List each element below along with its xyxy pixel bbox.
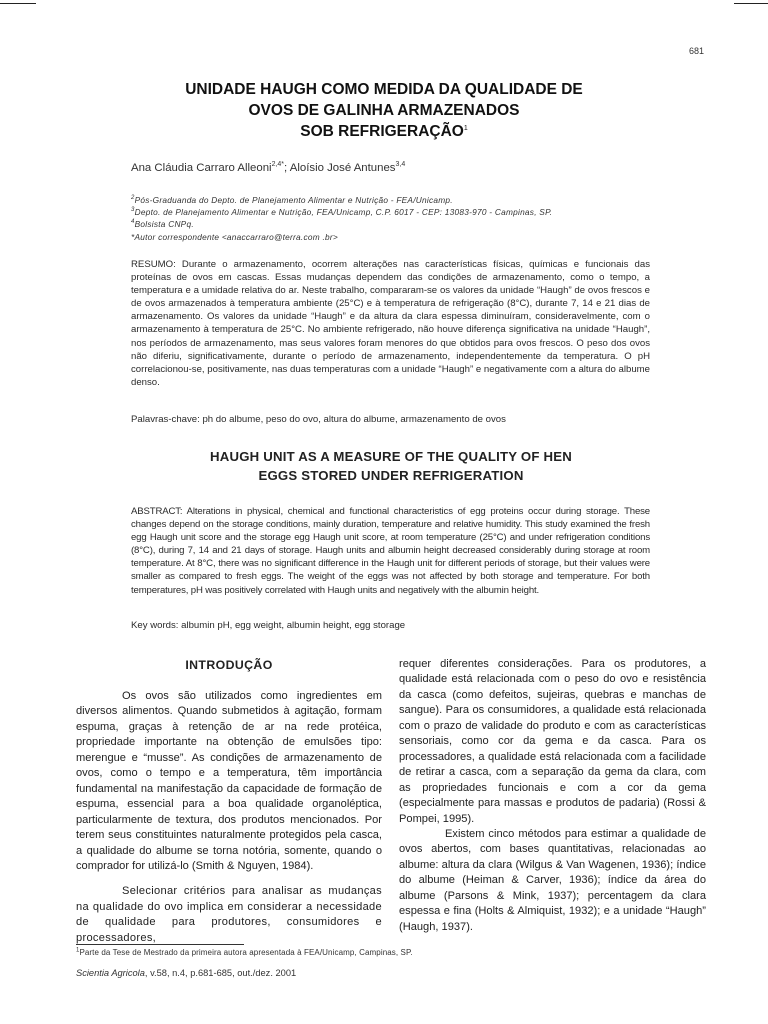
affiliation — [131, 194, 552, 206]
affiliations — [131, 194, 552, 243]
page-number: 681 — [689, 46, 705, 56]
article-title — [128, 79, 640, 142]
affiliation-text: *Autor correspondente <anaccarraro@terra.com .br> — [131, 231, 338, 242]
body-paragraph: Existem cinco métodos para estimar a qualidade de ovos abertos, com bases quantitativas, relacionadas ao albume: altura da clara (Wilgus & Van Wagenen, 1936); índice do albume (Heiman & Carver, 1936); índice da área do albume (Parsons & Mink, 1937); percentagem da clara espessa e fina (Holts & Almiquist, 1932); e a unidade “Haugh” (Haugh, 1937). — [399, 827, 706, 933]
author-name: Aloísio José Antunes — [289, 162, 396, 174]
body-paragraph: requer diferentes considerações. Para os produtores, a qualidade está relacionada com o peso do ovo e resistência da casca (como defeitos, sujeiras, quebras e manchas de sangue). Para os consumidores, a qualidade está relacionada com o prazo de validade do produto e com as características sensoriais, como cor da gema e da casca. Para os processadores, a qualidade está relacionada com a facilidade de retirar a casca, com a separação da gema da clara, com as propriedades funcionais e com a cor da gema (especialmente para massas e produtos de padaria) (Rossi & Pompei, 1995). — [399, 658, 706, 825]
english-title-line: HAUGH UNIT AS A MEASURE OF THE QUALITY OF HEN — [210, 449, 572, 464]
footnote-divider — [76, 944, 244, 945]
resumo-text: RESUMO: Durante o armazenamento, ocorrem alterações nas características físicas, químicas e funcionais das proteínas de ovos em cascas. Essas mudanças dependem das condições de armazenamento, como o tempo, a temperatura e a umidade relativa do ar. Neste trabalho, compararam-se os valores da unidade “Haugh” de ovos frescos e de ovos armazenados à temperatura ambiente (25°C) e à temperatura de refrigeração (8°C), durante 7, 14 e 21 dias de armazenamento. Os valores da unidade “Haugh” e da altura da clara espessa diminuíram, consideravelmente, com o armazenamento à temperatura de 25°C. No ambiente refrigerado, não houve diferença significativa na unidade “Haugh”, nos períodos de armazenamento, mas seus valores foram menores do que obtidos para ovos frescos. O peso dos ovos não diferiu, significativamente, durante o período de armazenamento, independentemente da temperatura. O pH correlacionou-se, positivamente, nas duas temperaturas com a unidade “Haugh” e negativamente com a altura do albume denso. — [131, 259, 650, 388]
title-footnote-mark: 1 — [463, 124, 468, 132]
affiliation-mark: 3 — [131, 207, 135, 214]
footnote-mark: 1 — [76, 947, 80, 954]
body-column-left — [76, 657, 382, 946]
abstract-text: ABSTRACT: Alterations in physical, chemical and functional characteristics of egg proteins occur during storage. These changes depend on the storage conditions, mainly duration, temperature and relative humidity. This study examined the fresh egg Haugh unit score and the storage egg Haugh unit score, at room temperature (25°C) and under refrigeration conditions (8°C), during 7, 14 and 21 days of storage. Haugh units and albumin height decreased considerably during storage at room temperature. At 8°C, there was no significant difference in the Haugh unit for different periods of storage, but their values were smaller as compared to fresh eggs. The weight of the eggs was not affected by both storage and temperature. For both temperatures, pH was positively correlated with Haugh units and negatively with the albumin height. — [131, 506, 650, 596]
title-line — [128, 121, 640, 142]
title-line: UNIDADE HAUGH COMO MEDIDA DA QUALIDADE DE — [185, 81, 583, 98]
crop-mark-left — [0, 3, 36, 4]
key-words: Key words: albumin pH, egg weight, albumin height, egg storage — [131, 620, 406, 631]
affiliation-text: Bolsista CNPq. — [134, 219, 194, 230]
journal-citation — [76, 968, 296, 978]
body-paragraph: Selecionar critérios para analisar as mudanças na qualidade do ovo implica em considerar a necessidade de qualidade para produtores, consumidores e processadores, — [76, 885, 382, 944]
journal-name: Scientia Agricola — [76, 968, 145, 978]
palavras-chave: Palavras-chave: ph do albume, peso do ovo, altura do albume, armazenamento de ovos — [131, 414, 506, 425]
affiliation-mark: 4 — [131, 219, 135, 226]
affiliation — [131, 218, 552, 230]
title-line: OVOS DE GALINHA ARMAZENADOS — [248, 102, 520, 119]
body-column-right — [399, 657, 706, 935]
affiliation-text: Pós-Graduanda do Depto. de Planejamento Alimentar e Nutrição - FEA/Unicamp. — [134, 195, 453, 205]
section-heading-introducao: INTRODUÇÃO — [185, 658, 273, 672]
author-name: Ana Cláudia Carraro Alleoni — [131, 162, 272, 174]
footnote-text: Parte da Tese de Mestrado da primeira autora apresentada à FEA/Unicamp, Campinas, SP. — [79, 948, 413, 957]
footnote — [76, 948, 413, 957]
body-paragraph: Os ovos são utilizados como ingredientes em diversos alimentos. Quando submetidos à agitação, formam espuma, graças à retenção de ar na rede protéica, propriedade importante na obtenção de emulsões tipo: merengue e “musse”. As condições de armazenamento de ovos, como o tempo e a temperatura, têm importância fundamental na manifestação da capacidade de formação de espuma, essencial para a boa qualidade organoléptica, particularmente de textura, dos produtos mencionados. Por terem seus constituintes naturalmente protegidos pela casca, a qualidade do albume se torna notória, somente, quando o comprador for utilizá-lo (Smith & Nguyen, 1984). — [76, 690, 382, 872]
english-title — [160, 447, 622, 485]
author-marks: 2,4* — [271, 161, 285, 169]
english-title-line: EGGS STORED UNDER REFRIGERATION — [258, 468, 524, 483]
author-marks: 3,4 — [395, 161, 406, 169]
affiliation-text: Depto. de Planejamento Alimentar e Nutrição, FEA/Unicamp, C.P. 6017 - CEP: 13083-970 - Campinas, SP. — [134, 207, 553, 218]
author-list — [131, 162, 405, 174]
title-line-text: SOB REFRIGERAÇÃO — [300, 123, 464, 140]
crop-mark-right — [734, 3, 768, 4]
citation-details: , v.58, n.4, p.681-685, out./dez. 2001 — [144, 968, 297, 978]
affiliation — [131, 206, 552, 218]
affiliation-mark: 2 — [131, 195, 135, 202]
corresponding-author — [131, 231, 552, 243]
author-separator: ; — [284, 162, 290, 174]
